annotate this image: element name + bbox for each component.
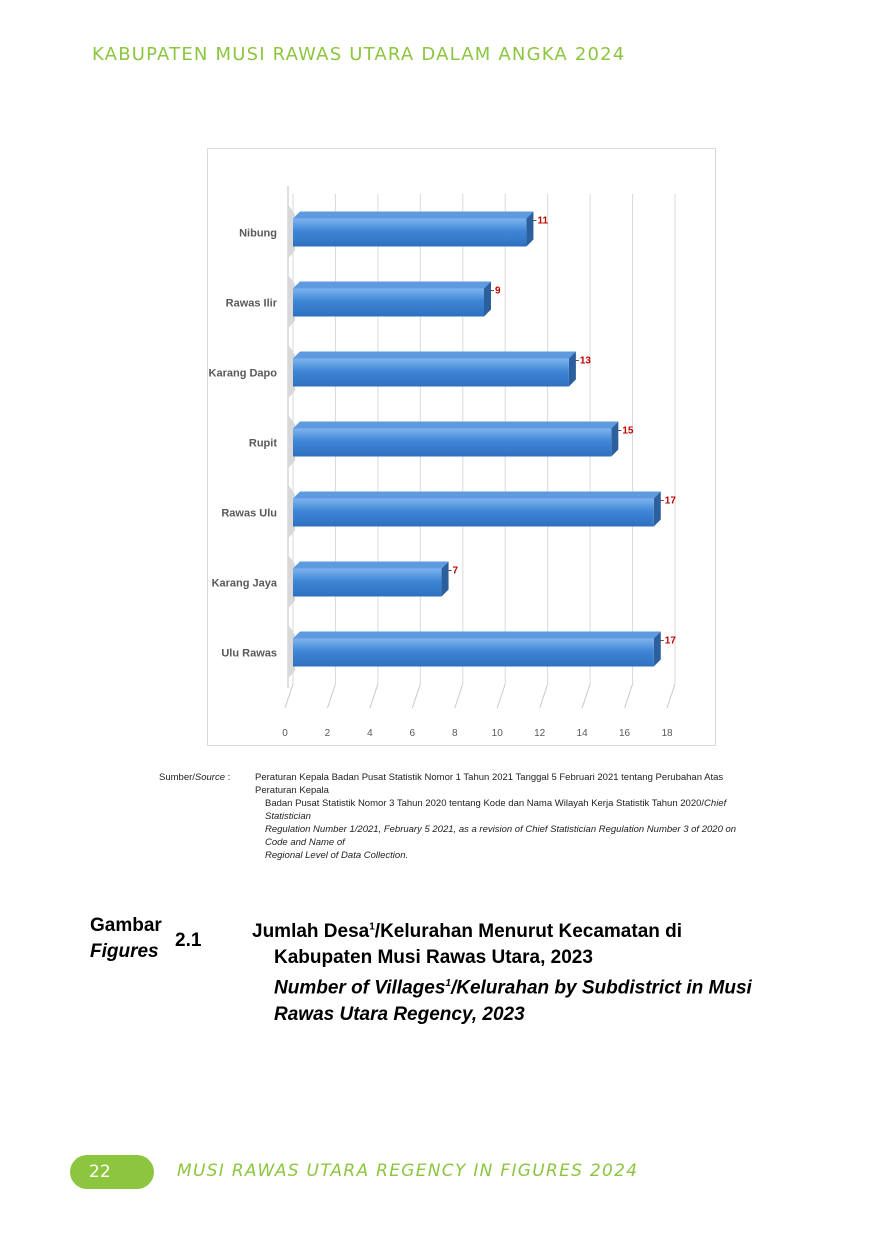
x-tick-label: 8 [451, 728, 458, 739]
bar-top-face [293, 632, 661, 639]
floor-line [327, 684, 335, 708]
data-label: 15 [622, 425, 634, 437]
bar [293, 639, 654, 667]
x-tick-label: 14 [576, 728, 588, 739]
caption-number: 2.1 [175, 930, 202, 951]
x-tick-label: 16 [618, 728, 631, 739]
data-label: 7 [452, 565, 459, 577]
floor-line [285, 684, 293, 708]
y-tick-label: Karang Jaya [211, 577, 277, 590]
x-tick-label: 2 [324, 728, 331, 739]
floor-line [667, 684, 675, 708]
page-header-title: KABUPATEN MUSI RAWAS UTARA DALAM ANGKA 2024 [92, 44, 626, 65]
y-tick-label: Rawas Ilir [225, 297, 277, 310]
x-tick-label: 12 [534, 728, 546, 739]
caption-title [252, 915, 772, 1028]
x-tick-label: 6 [409, 728, 416, 739]
bar [293, 429, 611, 457]
floor-line [497, 684, 505, 708]
x-tick-label: 18 [661, 728, 673, 739]
y-tick-label: Karang Dapo [208, 367, 277, 380]
y-tick-label: Rawas Ulu [221, 507, 277, 520]
floor-line [370, 684, 378, 708]
caption-title-id-line1: Jumlah Desa$^1$/Kelurahan Menurut Kecamatan di [252, 921, 683, 943]
data-label: 11 [537, 215, 549, 227]
caption-gambar: Gambar [90, 915, 162, 936]
bar-top-face [293, 562, 449, 569]
source-text [255, 771, 755, 862]
source-line-4: Regional Level of Data Collection. [265, 850, 409, 861]
floor-line [582, 684, 590, 708]
caption-title-id-line2: Kabupaten Musi Rawas Utara, 2023 [274, 947, 593, 969]
footer-title: MUSI RAWAS UTARA REGENCY IN FIGURES 2024 [177, 1161, 639, 1181]
source-line-1: Peraturan Kepala Badan Pusat Statistik Nomor 1 Tahun 2021 Tanggal 5 Februari 2021 tentang Perubahan Atas Peraturan Kepala [255, 772, 724, 796]
bar-top-face [293, 282, 491, 289]
data-label: 17 [664, 635, 676, 647]
data-label: 9 [495, 285, 501, 297]
y-tick-label: Rupit [248, 437, 277, 450]
bar [293, 569, 442, 597]
y-tick-label: Ulu Rawas [221, 647, 277, 660]
source-label: Sumber/Source : [159, 772, 231, 783]
source-line-3: Regulation Number 1/2021, February 5 2021, as a revision of Chief Statistician Regulation Number 3 of 2020 on Code and Name of [265, 824, 737, 848]
floor-line [412, 684, 420, 708]
caption-title-en-line2: Rawas Utara Regency, 2023 [274, 1003, 525, 1025]
bar [293, 219, 526, 247]
data-label: 17 [664, 495, 676, 507]
y-tick-label: Nibung [239, 227, 277, 240]
footer-page-number: 22 [89, 1162, 111, 1182]
bar [293, 289, 484, 317]
bar [293, 359, 569, 387]
x-tick-label: 10 [491, 728, 503, 739]
data-label: 13 [579, 355, 592, 367]
bar [293, 499, 654, 527]
bar-top-face [293, 212, 533, 219]
floor-line [540, 684, 548, 708]
bar-top-face [293, 422, 618, 429]
floor-line [625, 684, 633, 708]
x-tick-label: 0 [282, 728, 288, 739]
source-line-2: Badan Pusat Statistik Nomor 3 Tahun 2020 tentang Kode dan Nama Wilayah Kerja Statistik Tahun 2020/Chief Statistician [265, 798, 727, 822]
footer-page-pill [70, 1155, 154, 1189]
floor-line [455, 684, 463, 708]
bar-top-face [293, 352, 576, 359]
bar-chart [207, 148, 716, 746]
bar-top-face [293, 492, 661, 499]
caption-figures: Figures [90, 941, 159, 962]
x-tick-label: 4 [367, 728, 373, 739]
chart-canvas [208, 149, 715, 745]
caption-title-en-line1: Number of Villages$^1$/Kelurahan by Subdistrict in Musi [274, 977, 752, 999]
